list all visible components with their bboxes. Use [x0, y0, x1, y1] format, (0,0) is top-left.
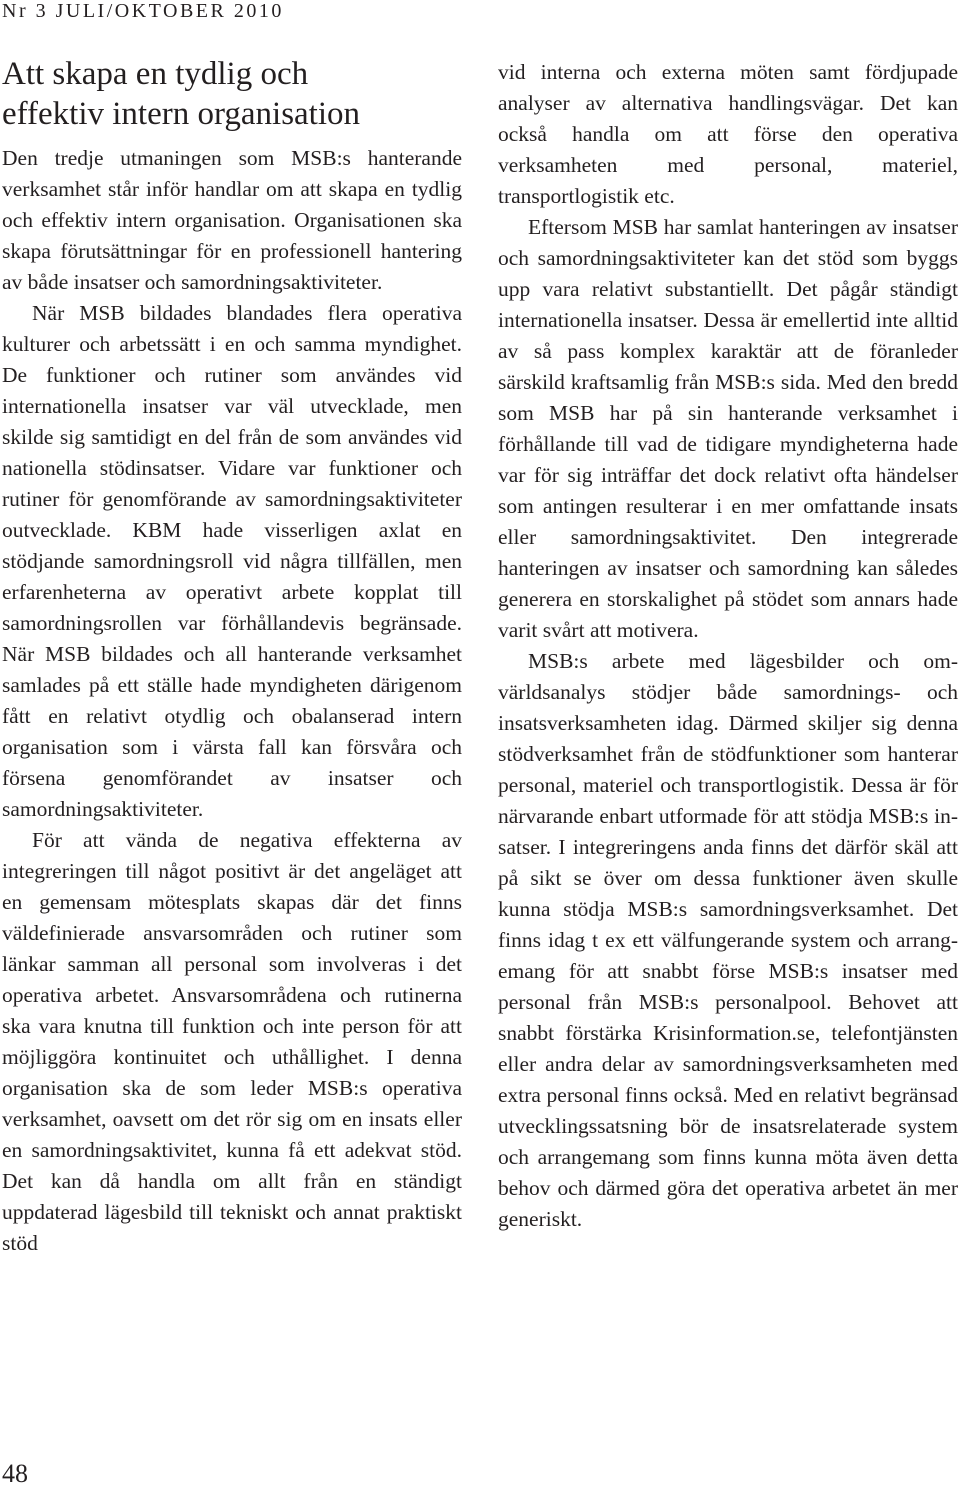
- paragraph-msb-formation: När MSB bildades blandades flera operativa kulturer och arbetssätt i en och samma myndighet. De funktioner och rutiner som användes vid internationella insatser var väl utvecklade, men skilde sig samtidigt en del från de som användes vid nationella stödinsatser. Vidare var funktioner och rutiner för genomförande av samordningsaktiviteter outvecklade. KBM hade visserligen axlat en stödjande samordningsroll vid några tillfällen, men erfarenheterna av operativt arbete kopplat till samordningsrollen var förhållandevis begränsade. När MSB bildades och all hanterande verksamhet samlades på ett ställe hade myndigheten därigenom fått en relativt otydlig och obalanserad intern organisation som i värsta fall kan försvåra och försena genomförandet av insatser och samordningsaktiviteter.: [2, 301, 462, 821]
- paragraph-support: Eftersom MSB har samlat hanteringen av insatser och samordningsaktiviteter kan det stöd som byggs upp vara relativt substantiellt. Det pågår ständigt internationella insatser. Dessa är emellertid inte alltid av så pass komplex karaktär att de föranleder särskild kraftsamlig från MSB:s sida. Med den bredd som MSB har på sin hanterande verksamhet i förhållande till vad de tidigare myndigheterna hade var för sig inträffar det dock relativt ofta händelser som antingen resulterar i en mer omfattande insats eller samordningsaktivitet. Den integrerade hanteringen av insatser och samordning kan således generera en storskalighet på stödet som annars hade varit svårt att motivera.: [498, 215, 958, 642]
- right-column: [498, 57, 958, 1235]
- title-line-2: effektiv intern organisation: [2, 96, 361, 132]
- page-number: 48: [2, 1459, 28, 1488]
- paragraph-situational-awareness: MSB:s arbete med lägesbilder och omvärldsanalys stödjer både samordnings- och insatsverksamheten idag. Därmed skiljer sig denna stödverksamhet från de stödfunktioner som hanterar personal, materiel och transportlogistik. Dessa är för närvarande enbart utformade för att stödja MSB:s insatser. I integreringens anda finns det därför skäl att på sikt se över om dessa funktioner även skulle kunna stödja MSB:s samordningsverksamhet. Det finns idag t ex ett välfungerande system och arrangemang för att snabbt förse MSB:s insatser med personal från MSB:s personalpool. Behovet att snabbt förstärka Krisinformation.se, telefontjänsten eller andra delar av samordningsverksamheten med extra personal finns också. Med en relativt begränsad utvecklingssatsning bör de insatsrelaterade system och arrangemang som finns kunna möta även detta behov och därmed göra det operativa arbetet än mer generiskt.: [498, 649, 958, 1231]
- paragraph-continuation: vid interna och externa möten samt fördjupade analyser av alternativa handlingsvägar. Det kan också handla om att förse den operativa verksamheten med personal, materiel, transportlogistik etc.: [498, 60, 958, 208]
- article-title: [2, 54, 462, 134]
- issue-header: Nr 3 JULI/OKTOBER 2010: [2, 0, 284, 22]
- paragraph-intro: Den tredje utmaningen som MSB:s hanterande verksamhet står inför handlar om att skapa en tydlig och effektiv intern organisation. Organisationen ska skapa förutsättningar för en professionell hantering av både insatser och samordningsaktiviteter.: [2, 146, 462, 294]
- left-column: [2, 54, 462, 1259]
- paragraph-integration: För att vända de negativa effekterna av integreringen till något positivt är det angeläget att en gemensam mötesplats skapas där det finns väldefinierade ansvarsområden och rutiner som länkar samman all personal som involveras i det operativa arbetet. Ansvarsområdena och rutinerna ska vara knutna till funktion och inte person för att möjliggöra kontinuitet och uthållighet. I denna organisation ska de som leder MSB:s operativa verksamhet, oavsett om det rör sig om en insats eller en samordningsaktivitet, kunna få ett adekvat stöd. Det kan då handla om allt från en ständigt uppdaterad lägesbild till tekniskt och annat praktiskt stöd: [2, 828, 462, 1255]
- title-line-1: Att skapa en tydlig och: [2, 56, 309, 92]
